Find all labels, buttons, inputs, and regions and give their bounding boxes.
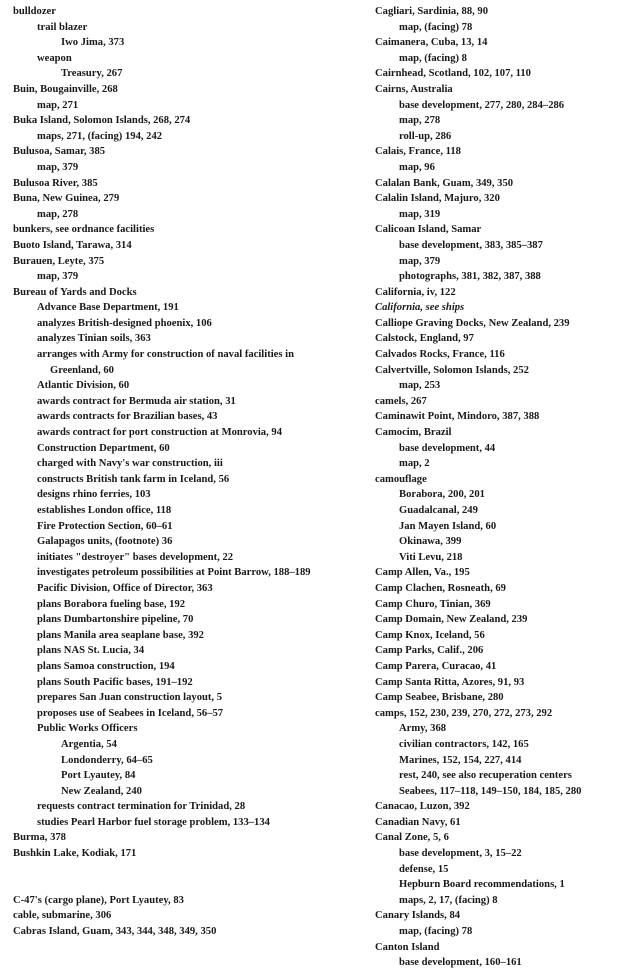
index-entries-b	[13, 4, 335, 862]
index-heading: bunkers, see ordnance facilities	[13, 224, 155, 236]
index-subentry: Construction Department, 60	[37, 442, 170, 454]
index-subentry: map, (facing) 8	[399, 52, 467, 64]
index-subentry: investigates petroleum possibilities at Point Barrow, 188–189	[37, 567, 311, 579]
index-subentry: base development, 383, 385–387	[399, 239, 543, 251]
index-heading: Canadian Navy, 61	[375, 816, 461, 828]
index-heading: Bushkin Lake, Kodiak, 171	[13, 848, 137, 860]
index-subentry: analyzes Tinian soils, 363	[37, 333, 151, 345]
index-subentry: Treasury, 267	[61, 68, 123, 80]
index-column-right	[375, 4, 637, 971]
index-heading: Calstock, England, 97	[375, 333, 474, 345]
index-subentry: trail blazer	[37, 21, 88, 33]
index-column-left	[13, 4, 335, 939]
index-subentry: map, 253	[399, 380, 441, 392]
index-subentry: base development, 277, 280, 284–286	[399, 99, 565, 111]
index-subentry: awards contract for port construction at Monrovia, 94	[37, 427, 282, 439]
index-heading: Camp Knox, Iceland, 56	[375, 629, 485, 641]
index-heading: Cairnhead, Scotland, 102, 107, 110	[375, 68, 531, 80]
index-subentry: Argentia, 54	[61, 738, 117, 750]
index-heading: Camocim, Brazil	[375, 427, 452, 439]
index-subentry: rest, 240, see also recuperation centers	[399, 770, 572, 782]
index-heading: Burauen, Leyte, 375	[13, 255, 105, 267]
index-subentry: Advance Base Department, 191	[37, 302, 179, 314]
index-heading: Calliope Graving Docks, New Zealand, 239	[375, 317, 570, 329]
index-subentry: map, 379	[37, 271, 79, 283]
index-heading: Calvados Rocks, France, 116	[375, 349, 505, 361]
index-subentry: proposes use of Seabees in Iceland, 56–57	[37, 707, 224, 719]
index-subentry: civilian contractors, 142, 165	[399, 738, 529, 750]
index-heading: Burma, 378	[13, 832, 66, 844]
index-subentry: roll-up, 286	[399, 130, 452, 142]
index-subentry: map, 271	[37, 99, 79, 111]
index-subentry: Londonderry, 64–65	[61, 754, 153, 766]
index-subentry: plans Borabora fueling base, 192	[37, 598, 186, 610]
index-subentry: establishes London office, 118	[37, 505, 172, 516]
index-heading: California, see ships	[375, 302, 465, 314]
index-heading: Canton Island	[375, 941, 440, 953]
section-gap	[13, 862, 335, 893]
index-heading: camps, 152, 230, 239, 270, 272, 273, 292	[375, 707, 553, 719]
index-subentry: Okinawa, 399	[399, 536, 462, 548]
index-subentry: Pacific Division, Office of Director, 363	[37, 582, 213, 594]
index-heading: Calicoan Island, Samar	[375, 224, 482, 236]
index-subentry: Guadalcanal, 249	[399, 505, 478, 516]
index-heading: Caminawit Point, Mindoro, 387, 388	[375, 411, 540, 423]
index-subentry: map, 2	[399, 458, 430, 470]
index-subentry: plans NAS St. Lucia, 34	[37, 645, 145, 657]
index-subentry: Hepburn Board recommendations, 1	[399, 879, 565, 891]
index-subentry: awards contracts for Brazilian bases, 43	[37, 411, 218, 423]
index-heading: Calalan Bank, Guam, 349, 350	[375, 177, 514, 189]
index-subentry: plans Manila area seaplane base, 392	[37, 629, 204, 641]
index-heading: Buoto Island, Tarawa, 314	[13, 239, 132, 251]
index-subentry: map, (facing) 78	[399, 21, 473, 33]
index-heading: C-47's (cargo plane), Port Lyautey, 83	[13, 894, 184, 906]
index-heading: Canacao, Luzon, 392	[375, 801, 470, 813]
index-subentry: charged with Navy's war construction, iii	[37, 458, 223, 470]
index-subentry: map, 379	[37, 161, 79, 173]
index-subentry: constructs British tank farm in Iceland, 56	[37, 473, 230, 485]
index-heading: bulldozer	[13, 6, 56, 17]
index-subentry: map, 96	[399, 161, 435, 173]
index-heading: camouflage	[375, 473, 427, 485]
index-entries-right	[375, 4, 637, 971]
index-subentry: map, 319	[399, 208, 441, 220]
index-subentry: Army, 368	[399, 723, 447, 735]
index-subentry: Port Lyautey, 84	[61, 770, 136, 782]
index-subentry: base development, 44	[399, 442, 496, 454]
index-heading: Buka Island, Solomon Islands, 268, 274	[13, 115, 191, 127]
index-subentry: requests contract termination for Trinidad, 28	[37, 801, 246, 813]
index-heading: Camp Santa Ritta, Azores, 91, 93	[375, 676, 525, 688]
index-heading: Cagliari, Sardinia, 88, 90	[375, 6, 489, 17]
index-subentry: Atlantic Division, 60	[37, 380, 130, 392]
index-heading: Camp Parks, Calif., 206	[375, 645, 484, 657]
index-heading: Camp Parera, Curacao, 41	[375, 660, 497, 672]
index-heading: Calalin Island, Majuro, 320	[375, 193, 500, 205]
index-heading: camels, 267	[375, 395, 427, 407]
index-subentry: base development, 160–161	[399, 957, 522, 969]
index-subentry: map, (facing) 78	[399, 926, 473, 938]
index-subentry: analyzes British-designed phoenix, 106	[37, 317, 212, 329]
index-subentry: Marines, 152, 154, 227, 414	[399, 754, 522, 766]
index-entries-c	[13, 893, 335, 940]
index-heading: Canal Zone, 5, 6	[375, 832, 449, 844]
index-heading: Canary Islands, 84	[375, 910, 461, 922]
index-heading: Camp Clachen, Rosneath, 69	[375, 582, 506, 594]
index-subentry: plans South Pacific bases, 191–192	[37, 676, 193, 688]
index-subentry: map, 278	[399, 115, 441, 127]
index-subentry: awards contract for Bermuda air station, 31	[37, 395, 236, 407]
index-heading: Buna, New Guinea, 279	[13, 193, 120, 205]
index-subentry: prepares San Juan construction layout, 5	[37, 692, 223, 704]
index-subentry: Viti Levu, 218	[399, 551, 463, 563]
index-subentry: Seabees, 117–118, 149–150, 184, 185, 280	[399, 785, 582, 797]
index-subentry: New Zealand, 240	[61, 785, 142, 797]
index-subentry: maps, 271, (facing) 194, 242	[37, 130, 163, 142]
index-heading: Cairns, Australia	[375, 83, 453, 95]
index-heading: Calais, France, 118	[375, 146, 461, 158]
index-subentry: defense, 15	[399, 863, 449, 875]
index-heading: Camp Churo, Tinian, 369	[375, 598, 491, 610]
index-subentry: maps, 2, 17, (facing) 8	[399, 894, 498, 906]
index-heading: California, iv, 122	[375, 286, 456, 298]
index-subentry: designs rhino ferries, 103	[37, 489, 151, 501]
index-subentry: Borabora, 200, 201	[399, 489, 485, 501]
index-heading: Bureau of Yards and Docks	[13, 286, 137, 298]
index-heading: cable, submarine, 306	[13, 910, 112, 922]
index-subentry: Galapagos units, (footnote) 36	[37, 536, 173, 548]
index-subentry: Fire Protection Section, 60–61	[37, 520, 173, 532]
index-subentry: initiates "destroyer" bases development, 22	[37, 551, 234, 563]
index-subentry: weapon	[37, 52, 72, 64]
index-subentry: Iwo Jima, 373	[61, 37, 125, 49]
index-heading: Caimanera, Cuba, 13, 14	[375, 37, 488, 49]
index-heading: Buin, Bougainville, 268	[13, 83, 118, 95]
index-subentry: Jan Mayen Island, 60	[399, 520, 497, 532]
index-heading: Camp Allen, Va., 195	[375, 567, 470, 579]
index-subentry: base development, 3, 15–22	[399, 848, 522, 860]
index-subentry: map, 379	[399, 255, 441, 267]
index-subentry: Public Works Officers	[37, 723, 138, 735]
index-subentry: map, 278	[37, 208, 79, 220]
index-subentry: plans Samoa construction, 194	[37, 660, 175, 672]
index-heading: Camp Seabee, Brisbane, 280	[375, 692, 504, 704]
index-heading: Calvertville, Solomon Islands, 252	[375, 364, 529, 376]
index-heading: Bulusoa River, 385	[13, 177, 98, 189]
index-heading: Bulusoa, Samar, 385	[13, 146, 106, 158]
index-subentry: studies Pearl Harbor fuel storage problem, 133–134	[37, 816, 270, 828]
index-heading: Camp Domain, New Zealand, 239	[375, 614, 528, 626]
index-subentry: photographs, 381, 382, 387, 388	[399, 271, 541, 283]
index-heading: Cabras Island, Guam, 343, 344, 348, 349, 350	[13, 925, 217, 937]
index-subentry: arranges with Army for construction of naval facilities in Greenland, 60	[37, 349, 294, 376]
index-subentry: plans Dumbartonshire pipeline, 70	[37, 614, 194, 626]
